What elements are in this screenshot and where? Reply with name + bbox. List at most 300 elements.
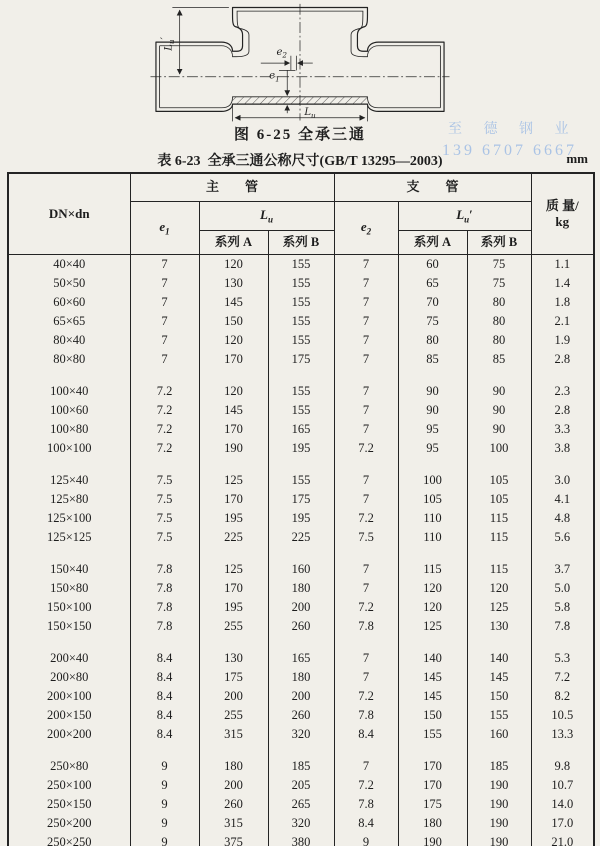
cell-value: 175	[268, 490, 334, 509]
table-header	[8, 173, 594, 255]
table-row	[8, 668, 594, 687]
cell-value: 17.0	[531, 814, 594, 833]
cell-value: 80	[467, 293, 531, 312]
table-title: 表 6-23 全承三通公称尺寸(GB/T 13295—2003)	[157, 154, 443, 170]
gap-cell	[268, 369, 334, 382]
cell-value: 90	[467, 420, 531, 439]
table-row	[8, 833, 594, 846]
cell-value: 105	[467, 471, 531, 490]
table-row	[8, 490, 594, 509]
cell-value: 315	[199, 814, 268, 833]
cell-value: 195	[199, 598, 268, 617]
cell-value: 7	[334, 255, 398, 275]
cell-value: 105	[467, 490, 531, 509]
cell-value: 260	[268, 617, 334, 636]
cell-value: 7	[334, 649, 398, 668]
cell-dn: 200×200	[8, 725, 130, 744]
col-header-lu: $L_u$	[199, 202, 334, 231]
cell-value: 225	[268, 528, 334, 547]
cell-value: 170	[398, 757, 467, 776]
cell-value: 7.8	[130, 560, 199, 579]
cell-value: 115	[467, 509, 531, 528]
gap-cell	[334, 458, 398, 471]
table-body	[8, 255, 594, 846]
col-header-e2: $e_2$	[334, 202, 398, 255]
col-header-lu-prime: $L_u'$	[398, 202, 531, 231]
cell-value: 120	[467, 579, 531, 598]
cell-value: 95	[398, 420, 467, 439]
cell-value: 5.3	[531, 649, 594, 668]
cell-value: 7.5	[130, 528, 199, 547]
cell-value: 7	[334, 274, 398, 293]
cell-value: 165	[268, 649, 334, 668]
cell-value: 110	[398, 509, 467, 528]
cell-dn: 100×80	[8, 420, 130, 439]
cell-value: 145	[467, 668, 531, 687]
cell-value: 170	[199, 420, 268, 439]
cell-value: 155	[268, 471, 334, 490]
cell-value: 9	[130, 795, 199, 814]
cell-value: 9.8	[531, 757, 594, 776]
cell-value: 105	[398, 490, 467, 509]
cell-value: 7.5	[130, 490, 199, 509]
cell-value: 7	[334, 560, 398, 579]
cell-value: 115	[398, 560, 467, 579]
block-gap	[8, 369, 594, 382]
cell-value: 1.1	[531, 255, 594, 275]
cell-value: 190	[467, 776, 531, 795]
cell-value: 380	[268, 833, 334, 846]
unit-label: mm	[566, 151, 588, 167]
cell-value: 7	[334, 312, 398, 331]
col-header-series-b-branch: 系列 B	[467, 231, 531, 255]
table-row	[8, 471, 594, 490]
cell-value: 3.8	[531, 439, 594, 458]
col-header-series-a-main: 系列 A	[199, 231, 268, 255]
table-row	[8, 382, 594, 401]
cell-value: 175	[199, 668, 268, 687]
table-row	[8, 293, 594, 312]
figure-area	[145, 2, 455, 122]
cell-value: 120	[398, 579, 467, 598]
cell-value: 75	[467, 255, 531, 275]
cell-value: 7.8	[334, 617, 398, 636]
gap-cell	[531, 369, 594, 382]
gap-cell	[130, 744, 199, 757]
gap-cell	[268, 458, 334, 471]
block-gap	[8, 547, 594, 560]
cell-value: 7.2	[334, 687, 398, 706]
cell-value: 120	[199, 255, 268, 275]
cell-value: 120	[199, 331, 268, 350]
gap-cell	[130, 547, 199, 560]
cell-value: 75	[398, 312, 467, 331]
cell-value: 120	[199, 382, 268, 401]
gap-cell	[130, 369, 199, 382]
cell-value: 190	[467, 833, 531, 846]
cell-value: 140	[398, 649, 467, 668]
gap-cell	[334, 636, 398, 649]
cell-dn: 50×50	[8, 274, 130, 293]
cell-dn: 250×200	[8, 814, 130, 833]
cell-value: 7	[334, 331, 398, 350]
cell-value: 7.2	[531, 668, 594, 687]
cell-value: 8.4	[130, 668, 199, 687]
cell-value: 7	[334, 401, 398, 420]
cell-value: 7	[334, 350, 398, 369]
gap-cell	[8, 744, 130, 757]
cell-value: 155	[268, 293, 334, 312]
cell-value: 120	[398, 598, 467, 617]
cell-value: 1.8	[531, 293, 594, 312]
cell-value: 7	[130, 293, 199, 312]
cell-value: 155	[467, 706, 531, 725]
cell-value: 130	[199, 649, 268, 668]
cell-value: 145	[398, 668, 467, 687]
table-row	[8, 350, 594, 369]
table-row	[8, 439, 594, 458]
cell-value: 7.2	[334, 509, 398, 528]
cell-value: 145	[199, 293, 268, 312]
gap-cell	[199, 369, 268, 382]
block-gap	[8, 636, 594, 649]
e1-label: $e_1$	[269, 70, 280, 84]
table-row	[8, 725, 594, 744]
gap-cell	[467, 744, 531, 757]
table-row	[8, 274, 594, 293]
table-row	[8, 509, 594, 528]
cell-value: 7	[130, 312, 199, 331]
gap-cell	[531, 744, 594, 757]
cell-value: 70	[398, 293, 467, 312]
table-title-row	[0, 150, 600, 170]
cell-value: 190	[199, 439, 268, 458]
gap-cell	[8, 458, 130, 471]
cell-dn: 250×80	[8, 757, 130, 776]
cell-dn: 100×40	[8, 382, 130, 401]
table-row	[8, 649, 594, 668]
cell-value: 2.8	[531, 350, 594, 369]
col-header-branch-pipe: 支 管	[334, 173, 531, 202]
cell-value: 320	[268, 814, 334, 833]
cell-value: 265	[268, 795, 334, 814]
cell-value: 7	[130, 331, 199, 350]
cell-value: 260	[199, 795, 268, 814]
cell-dn: 200×40	[8, 649, 130, 668]
cell-value: 7	[334, 490, 398, 509]
cell-value: 7.2	[130, 439, 199, 458]
table-row	[8, 598, 594, 617]
cell-value: 125	[199, 560, 268, 579]
cell-value: 7	[130, 255, 199, 275]
col-header-series-a-branch: 系列 A	[398, 231, 467, 255]
cell-value: 155	[268, 255, 334, 275]
table-row	[8, 776, 594, 795]
lu-label: $L_u$	[304, 107, 316, 120]
cell-value: 140	[467, 649, 531, 668]
cell-dn: 80×80	[8, 350, 130, 369]
cell-value: 85	[467, 350, 531, 369]
cell-dn: 150×150	[8, 617, 130, 636]
cell-value: 7.2	[130, 401, 199, 420]
cell-value: 1.9	[531, 331, 594, 350]
table-row	[8, 255, 594, 275]
cell-value: 195	[199, 509, 268, 528]
cell-value: 5.8	[531, 598, 594, 617]
cell-value: 8.4	[130, 687, 199, 706]
gap-cell	[398, 369, 467, 382]
cell-dn: 40×40	[8, 255, 130, 275]
table-row	[8, 617, 594, 636]
gap-cell	[8, 636, 130, 649]
gap-cell	[334, 369, 398, 382]
cell-value: 7.8	[334, 706, 398, 725]
e2-label: $e_2$	[276, 46, 288, 60]
gap-cell	[467, 458, 531, 471]
cell-value: 8.4	[334, 814, 398, 833]
cell-value: 100	[398, 471, 467, 490]
cell-value: 155	[268, 312, 334, 331]
cell-value: 190	[398, 833, 467, 846]
cell-dn: 200×150	[8, 706, 130, 725]
cell-value: 90	[398, 401, 467, 420]
cell-value: 80	[467, 312, 531, 331]
cell-value: 7	[334, 471, 398, 490]
gap-cell	[130, 458, 199, 471]
cell-value: 200	[268, 598, 334, 617]
cell-value: 255	[199, 617, 268, 636]
cell-dn: 200×80	[8, 668, 130, 687]
cell-value: 125	[199, 471, 268, 490]
cell-value: 130	[467, 617, 531, 636]
table-row	[8, 331, 594, 350]
cell-value: 3.7	[531, 560, 594, 579]
cell-value: 170	[199, 579, 268, 598]
cell-value: 7.8	[334, 795, 398, 814]
cell-value: 7.5	[130, 471, 199, 490]
table-row	[8, 795, 594, 814]
gap-cell	[398, 636, 467, 649]
cell-value: 75	[467, 274, 531, 293]
cell-value: 7.2	[334, 776, 398, 795]
cell-dn: 200×100	[8, 687, 130, 706]
gap-cell	[199, 547, 268, 560]
cell-value: 165	[268, 420, 334, 439]
dimension-table	[7, 172, 595, 846]
cell-value: 195	[268, 439, 334, 458]
cell-value: 13.3	[531, 725, 594, 744]
cell-value: 4.1	[531, 490, 594, 509]
cell-value: 95	[398, 439, 467, 458]
col-header-e1: $e_1$	[130, 202, 199, 255]
gap-cell	[398, 744, 467, 757]
cell-value: 185	[467, 757, 531, 776]
cell-value: 7	[334, 579, 398, 598]
cell-value: 170	[398, 776, 467, 795]
figure-caption: 图 6-25 全承三通	[234, 127, 366, 144]
cell-value: 190	[467, 814, 531, 833]
cell-value: 175	[268, 350, 334, 369]
cell-value: 180	[268, 579, 334, 598]
cell-value: 375	[199, 833, 268, 846]
cell-value: 9	[130, 757, 199, 776]
gap-cell	[268, 744, 334, 757]
cell-value: 7	[334, 382, 398, 401]
gap-cell	[467, 369, 531, 382]
cell-value: 8.4	[130, 649, 199, 668]
cell-value: 200	[268, 687, 334, 706]
cell-dn: 250×250	[8, 833, 130, 846]
cell-value: 130	[199, 274, 268, 293]
cell-value: 255	[199, 706, 268, 725]
cell-value: 155	[268, 401, 334, 420]
cell-value: 9	[130, 833, 199, 846]
col-header-mass: 质 量/ kg	[531, 173, 594, 255]
table-row	[8, 687, 594, 706]
cell-dn: 60×60	[8, 293, 130, 312]
cell-value: 7.8	[130, 617, 199, 636]
cell-value: 115	[467, 560, 531, 579]
cell-dn: 80×40	[8, 331, 130, 350]
block-gap	[8, 458, 594, 471]
table-row	[8, 528, 594, 547]
cell-value: 315	[199, 725, 268, 744]
cell-value: 5.0	[531, 579, 594, 598]
col-header-main-pipe: 主 管	[130, 173, 334, 202]
cell-value: 4.8	[531, 509, 594, 528]
cell-value: 185	[268, 757, 334, 776]
cell-value: 9	[130, 814, 199, 833]
cell-value: 65	[398, 274, 467, 293]
cell-value: 2.1	[531, 312, 594, 331]
watermark-phone: 139 6707 6667	[442, 141, 577, 159]
cell-value: 100	[467, 439, 531, 458]
cell-value: 145	[199, 401, 268, 420]
svg-text:Lu′: $L_u'$	[159, 37, 177, 51]
table-row	[8, 579, 594, 598]
cell-dn: 100×60	[8, 401, 130, 420]
cell-value: 90	[467, 401, 531, 420]
hatched-wall	[233, 97, 368, 104]
cell-value: 2.8	[531, 401, 594, 420]
cell-dn: 150×40	[8, 560, 130, 579]
col-header-series-b-main: 系列 B	[268, 231, 334, 255]
cell-value: 125	[467, 598, 531, 617]
gap-cell	[467, 636, 531, 649]
gap-cell	[467, 547, 531, 560]
gap-cell	[8, 369, 130, 382]
cell-value: 260	[268, 706, 334, 725]
cell-value: 7.2	[334, 439, 398, 458]
table-row	[8, 312, 594, 331]
gap-cell	[130, 636, 199, 649]
cell-value: 9	[130, 776, 199, 795]
cell-value: 7.8	[531, 617, 594, 636]
cell-value: 180	[398, 814, 467, 833]
cell-value: 60	[398, 255, 467, 275]
cell-value: 3.3	[531, 420, 594, 439]
cell-value: 3.0	[531, 471, 594, 490]
cell-value: 150	[199, 312, 268, 331]
cell-value: 150	[398, 706, 467, 725]
cell-value: 21.0	[531, 833, 594, 846]
cell-dn: 250×150	[8, 795, 130, 814]
cell-value: 155	[268, 331, 334, 350]
cell-dn: 125×100	[8, 509, 130, 528]
cell-value: 1.4	[531, 274, 594, 293]
cell-value: 7	[334, 420, 398, 439]
cell-value: 155	[268, 382, 334, 401]
tee-fitting-drawing	[145, 2, 455, 122]
cell-dn: 125×125	[8, 528, 130, 547]
cell-value: 7.2	[130, 420, 199, 439]
cell-value: 180	[268, 668, 334, 687]
cell-value: 7.5	[334, 528, 398, 547]
cell-value: 9	[334, 833, 398, 846]
cell-value: 8.4	[130, 725, 199, 744]
cell-value: 90	[467, 382, 531, 401]
cell-value: 115	[467, 528, 531, 547]
gap-cell	[398, 547, 467, 560]
gap-cell	[268, 547, 334, 560]
gap-cell	[531, 458, 594, 471]
table-row	[8, 560, 594, 579]
cell-value: 80	[467, 331, 531, 350]
cell-value: 200	[199, 687, 268, 706]
cell-value: 7.8	[130, 579, 199, 598]
watermark-company: 至 德 钢 业	[448, 122, 578, 137]
cell-value: 90	[398, 382, 467, 401]
cell-value: 125	[398, 617, 467, 636]
cell-value: 200	[199, 776, 268, 795]
e2-ticks	[291, 56, 296, 71]
table-row	[8, 706, 594, 725]
cell-value: 155	[268, 274, 334, 293]
cell-value: 190	[467, 795, 531, 814]
cell-dn: 150×80	[8, 579, 130, 598]
cell-value: 7	[334, 668, 398, 687]
gap-cell	[8, 547, 130, 560]
cell-value: 145	[398, 687, 467, 706]
cell-value: 5.6	[531, 528, 594, 547]
cell-value: 8.2	[531, 687, 594, 706]
cell-value: 110	[398, 528, 467, 547]
cell-value: 170	[199, 490, 268, 509]
cell-value: 155	[398, 725, 467, 744]
cell-value: 170	[199, 350, 268, 369]
cell-value: 160	[268, 560, 334, 579]
cell-value: 180	[199, 757, 268, 776]
gap-cell	[398, 458, 467, 471]
cell-value: 175	[398, 795, 467, 814]
cell-value: 160	[467, 725, 531, 744]
cell-value: 7.2	[130, 382, 199, 401]
cell-dn: 125×80	[8, 490, 130, 509]
lu-prime-label	[160, 36, 176, 51]
col-header-dn: DN×dn	[8, 173, 130, 255]
table-row	[8, 420, 594, 439]
cell-value: 205	[268, 776, 334, 795]
gap-cell	[531, 636, 594, 649]
cell-dn: 150×100	[8, 598, 130, 617]
cell-value: 8.4	[130, 706, 199, 725]
cell-dn: 100×100	[8, 439, 130, 458]
cell-value: 80	[398, 331, 467, 350]
cell-value: 7.2	[334, 598, 398, 617]
table-row	[8, 401, 594, 420]
table-row	[8, 814, 594, 833]
cell-value: 7	[334, 757, 398, 776]
